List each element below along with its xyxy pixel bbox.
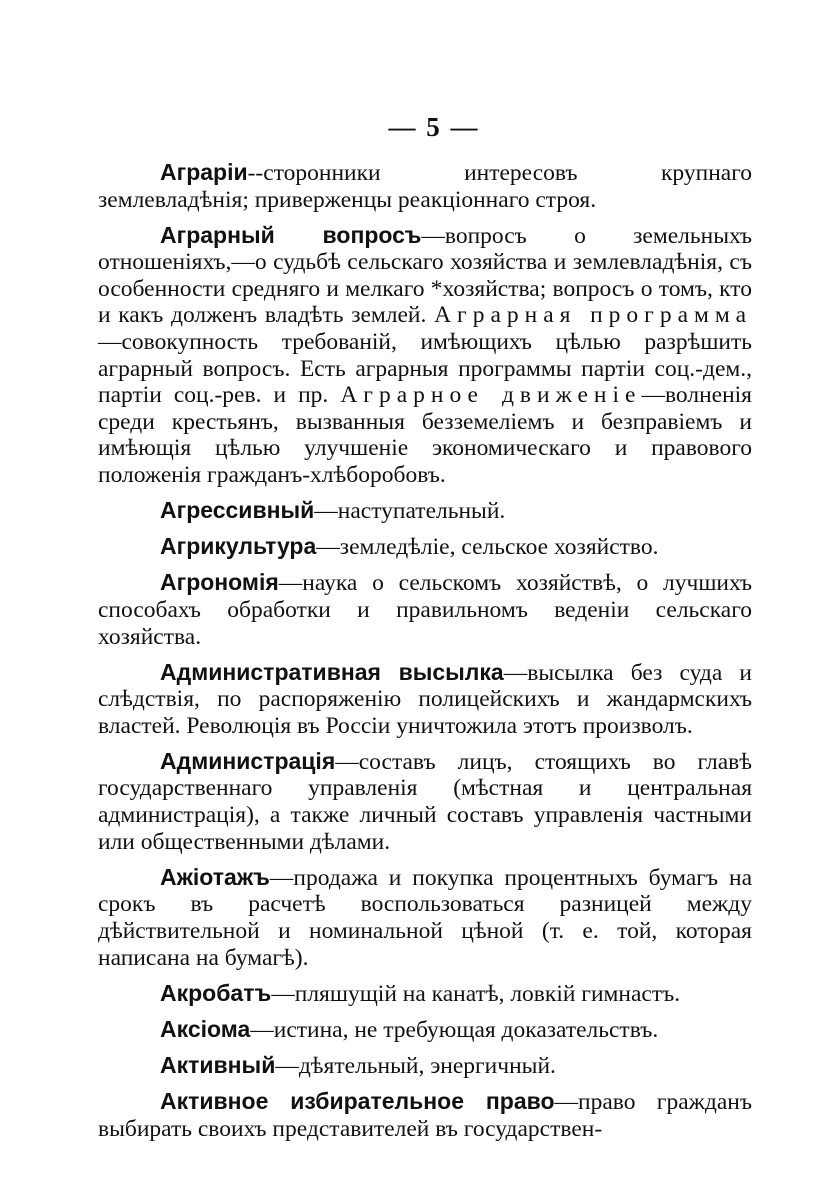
entry-definition: —право гражданъ выбирать своихъ представителей въ государствен- [98, 1088, 752, 1142]
entry-administrativnaya-vysylka [98, 659, 752, 740]
entry-term: Административная высылка [160, 658, 504, 685]
entry-definition: —дѣятельный, энергичный. [275, 1052, 556, 1079]
entry-azhiotazh [98, 864, 752, 971]
entry-administratsiya [98, 748, 752, 855]
entry-definition: —истина, не требующая доказательствъ. [250, 1016, 659, 1043]
subentry-term: Аграрная программа [434, 302, 753, 329]
subentry-term: Аграрное движеніе [340, 382, 642, 409]
entry-term: Администрація [160, 747, 336, 774]
entry-definition: —пляшущій на канатѣ, ловкій гимнастъ. [271, 980, 681, 1007]
entry-term: Агрономія [160, 569, 279, 596]
entry-term: Активное избирательное право [160, 1087, 555, 1114]
entry-definition: —составъ лицъ, стоящихъ во главѣ государственнаго управленія (мѣстная и центральная администрація), а также личный составъ управленія частными или общественными дѣлами. [98, 748, 752, 855]
entry-definition: —наука о сельскомъ хозяйствѣ, о лучшихъ способахъ обработки и правильномъ веденіи сельскаго хозяйства. [98, 570, 752, 650]
entry-term: Активный [160, 1051, 276, 1078]
page-number: — 5 — [388, 112, 480, 142]
entry-definition: --сторонники интересовъ крупнаго землевладѣнія; приверженцы реакціоннаго строя. [98, 160, 752, 213]
entry-akrobat [98, 980, 752, 1008]
entry-aktivnyi [98, 1052, 752, 1080]
entry-term: Ажіотажъ [160, 863, 270, 890]
entry-definition: —высылка без суда и слѣдствія, по распоряженію полицейскихъ и жандармскихъ властей. Революція въ Россіи уничтожила этотъ произволъ. [98, 659, 752, 739]
entry-term: Аграріи [160, 159, 248, 185]
subentry-definition: —волненія среди крестьянъ, вызванныя безземеліемъ и безправіемъ и имѣющія цѣлью улучшеніе экономическаго и правового положенія гражданъ-хлѣборобовъ. [98, 382, 752, 489]
entry-definition: —продажа и покупка процентныхъ бумагъ на срокъ въ расчетѣ воспользоваться разницей между дѣйствительной и номинальной цѣной (т. е. той, которая написана на бумагѣ). [98, 864, 752, 971]
entry-definition: —вопросъ о земельныхъ отношеніяхъ,—о судьбѣ сельскаго хозяйства и землевладѣнія, съ особенности средняго и мелкаго *хозяйства; вопросъ о томъ, кто и какъ долженъ владѣть землей. [98, 222, 752, 329]
entry-definition: —земледѣліе, сельское хозяйство. [316, 534, 659, 561]
entry-term: Аксіома [160, 1015, 251, 1042]
subentry-definition: —совокупность требованій, имѣющихъ цѣлью разрѣшить аграрный вопросъ. Есть аграрныя программы партіи соц.-дем., партіи соц.-рев. и пр. [98, 329, 752, 409]
entry-term: Агрикультура [160, 533, 317, 560]
entry-term: Акробатъ [160, 979, 272, 1006]
entry-aksioma [98, 1016, 752, 1044]
entry-aktivnoe-izbiratelnoe-pravo [98, 1088, 752, 1142]
entry-term: Аграрный вопросъ [160, 221, 422, 248]
entry-term: Агрессивный [160, 497, 315, 524]
entry-agronomiya [98, 569, 752, 650]
entry-agrarii [98, 159, 752, 213]
entry-agrarnyi-vopros [98, 222, 752, 489]
entry-agressivnyi [98, 497, 752, 525]
entry-agrikultura [98, 533, 752, 561]
entry-definition: —наступательный. [314, 498, 506, 525]
